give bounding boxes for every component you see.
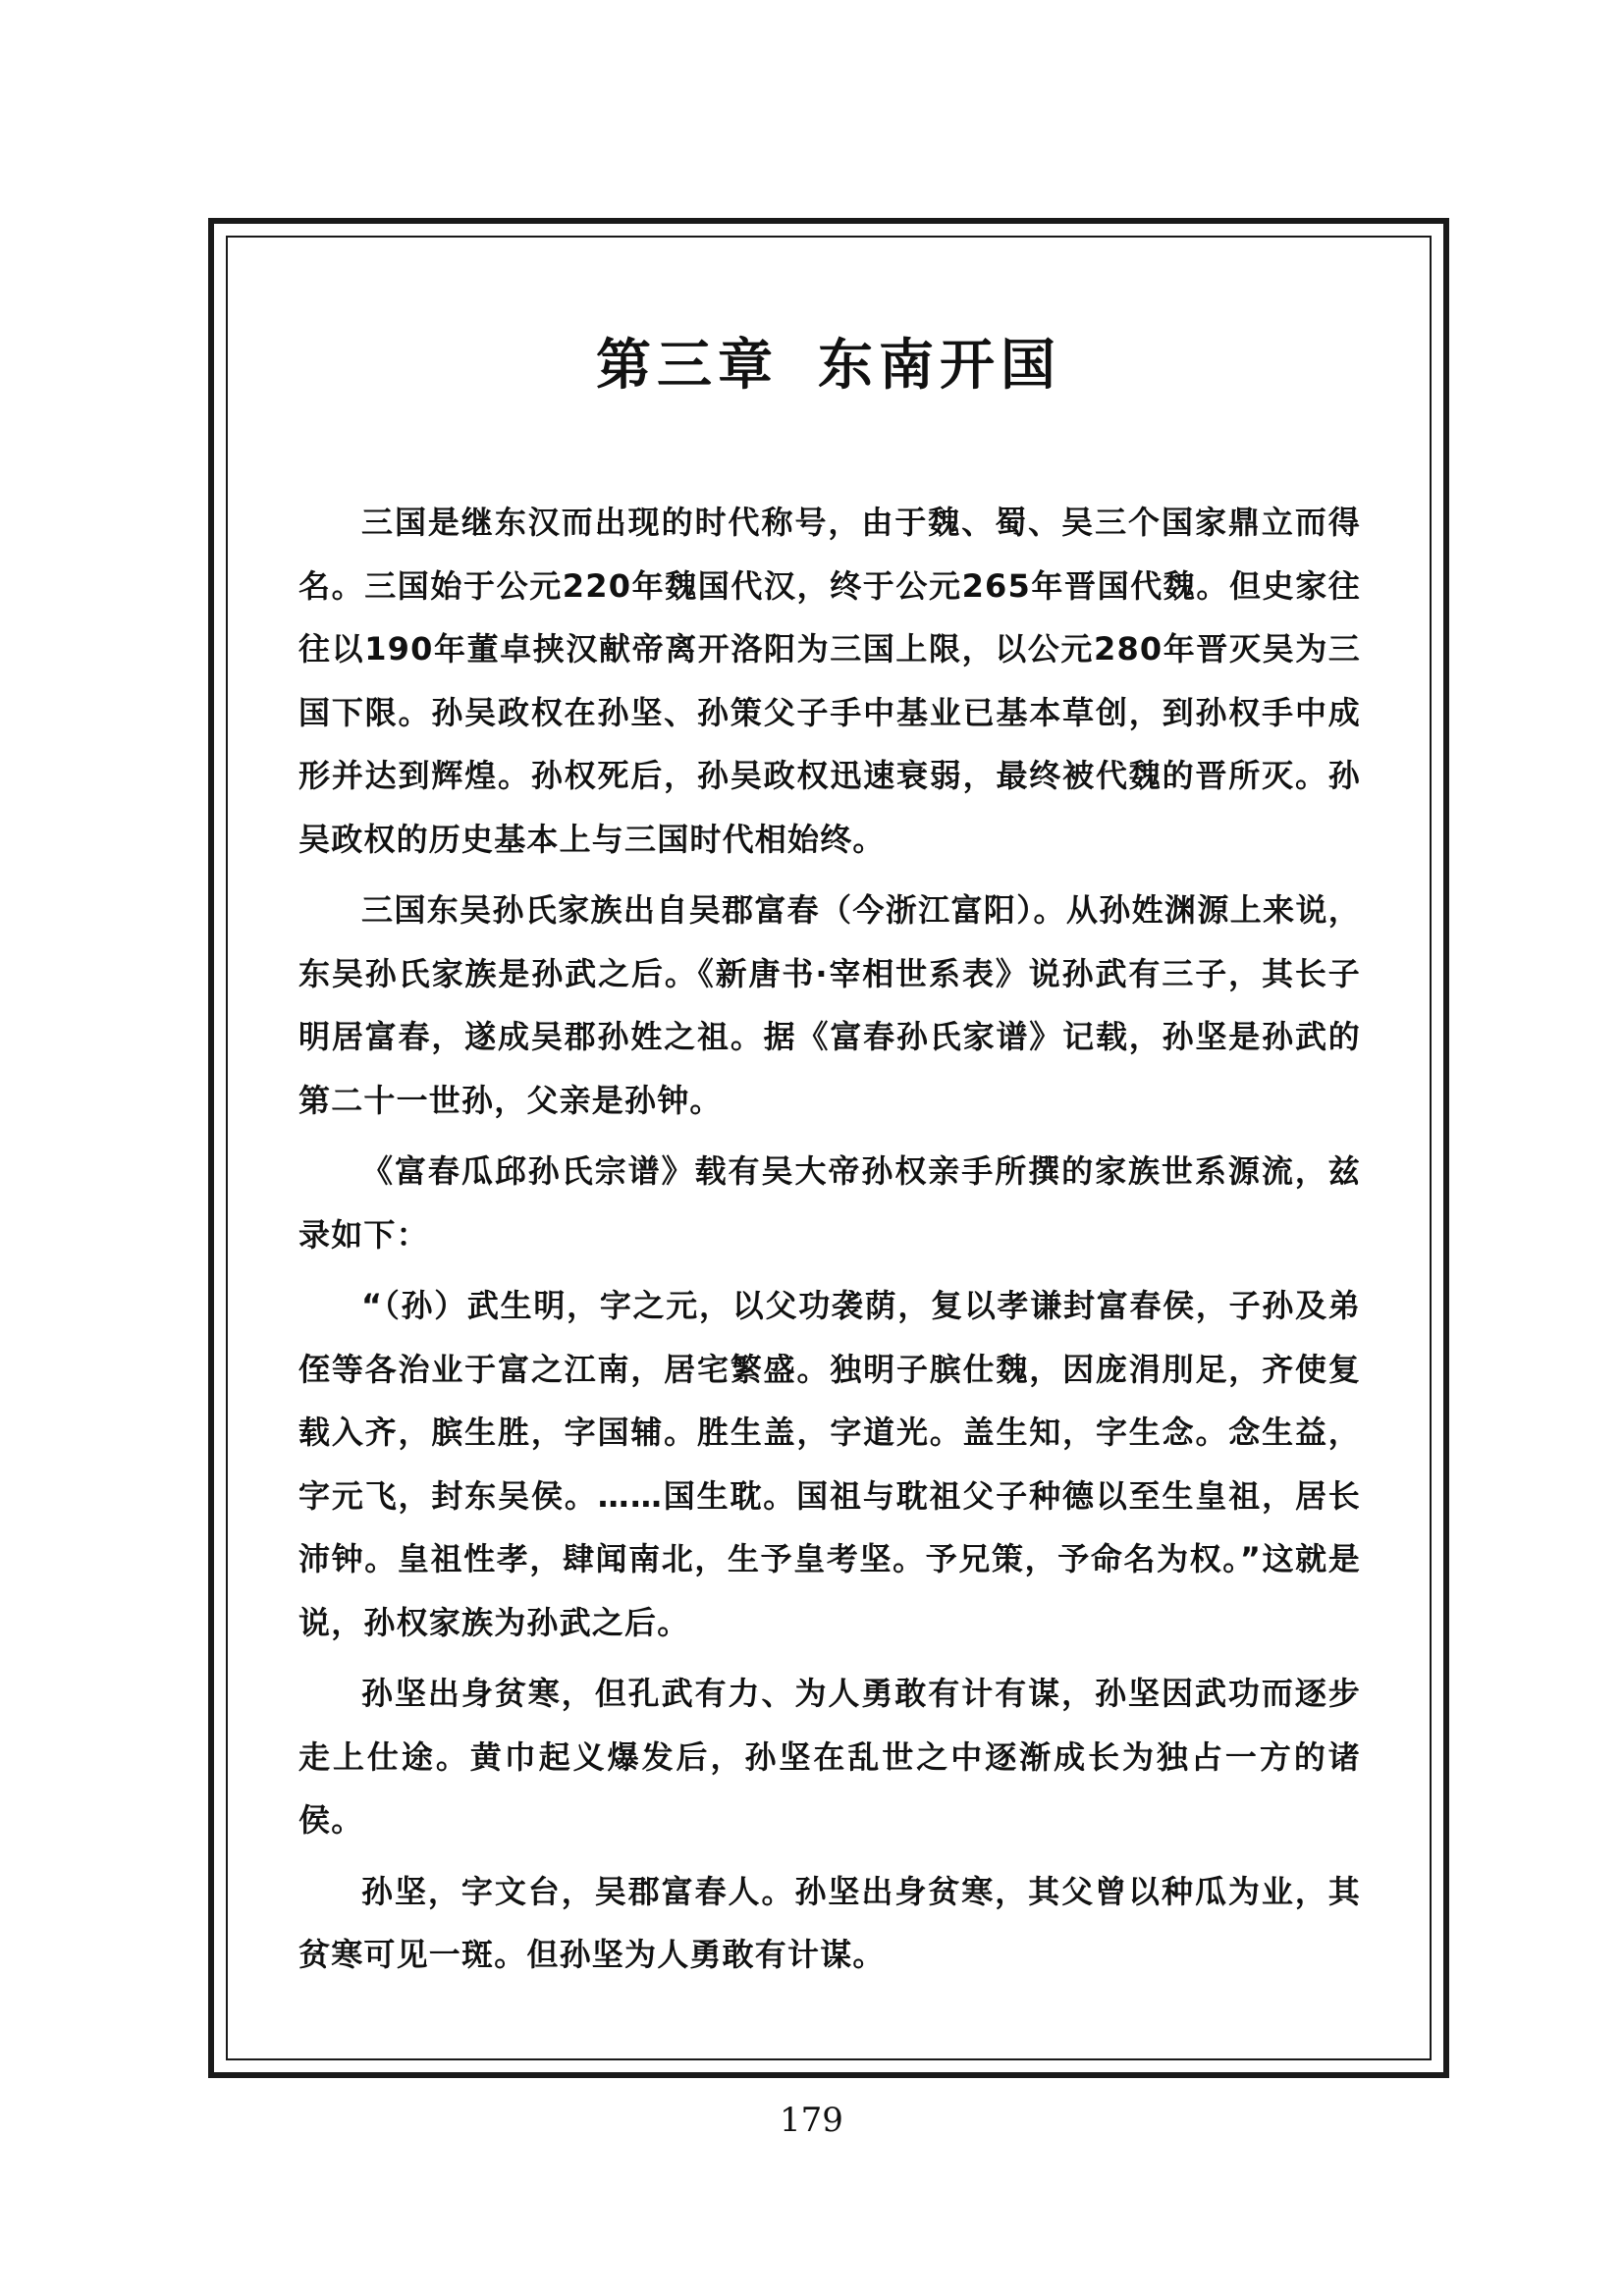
paragraph: 《富春瓜邱孙氏宗谱》载有吴大帝孙权亲手所撰的家族世系源流，兹录如下： bbox=[298, 1152, 1361, 1254]
chapter-name: 东南开国 bbox=[818, 333, 1061, 398]
page-number: 179 bbox=[780, 2101, 843, 2140]
chapter-label: 第三章 bbox=[596, 333, 779, 398]
body-text bbox=[298, 491, 1361, 1995]
paragraph: 孙坚，字文台，吴郡富春人。孙坚出身贫寒，其父曾以种瓜为业，其贫寒可见一斑。但孙坚为人勇敢有计谋。 bbox=[298, 1872, 1361, 1973]
paragraph: 三国是继东汉而出现的时代称号，由于魏、蜀、吴三个国家鼎立而得名。三国始于公元220年魏国代汉，终于公元265年晋国代魏。但史家往往以190年董卓挟汉献帝离开洛阳为三国上限，以公元280年晋灭吴为三国下限。孙吴政权在孙坚、孙策父子手中基业已基本草创，到孙权手中成形并达到辉煌。孙权死后，孙吴政权迅速衰弱，最终被代魏的晋所灭。孙吴政权的历史基本上与三国时代相始终。 bbox=[298, 504, 1361, 858]
paragraph: 三国东吴孙氏家族出自吴郡富春（今浙江富阳）。从孙姓渊源上来说，东吴孙氏家族是孙武之后。《新唐书·宰相世系表》说孙武有三子，其长子明居富春，遂成吴郡孙姓之祖。据《富春孙氏家谱》记载，孙坚是孙武的第二十一世孙，父亲是孙钟。 bbox=[298, 891, 1361, 1119]
paragraph-quote: “（孙）武生明，字之元，以父功袭荫，复以孝谦封富春侯，子孙及弟侄等各治业于富之江南，居宅繁盛。独明子膑仕魏，因庞涓刖足，齐使复载入齐，膑生胜，字国辅。胜生盖，字道光。盖生知，字生念。念生益，字元飞，封东吴侯。……国生耽。国祖与耽祖父子种德以至生皇祖，居长沛钟。皇祖性孝，肆闻南北，生予皇考坚。予兄策，予命名为权。”这就是说，孙权家族为孙武之后。 bbox=[298, 1287, 1361, 1641]
paragraph: 孙坚出身贫寒，但孔武有力、为人勇敢有计有谋，孙坚因武功而逐步走上仕途。黄巾起义爆发后，孙坚在乱世之中逐渐成长为独占一方的诸侯。 bbox=[298, 1675, 1361, 1839]
chapter-title bbox=[226, 326, 1432, 404]
